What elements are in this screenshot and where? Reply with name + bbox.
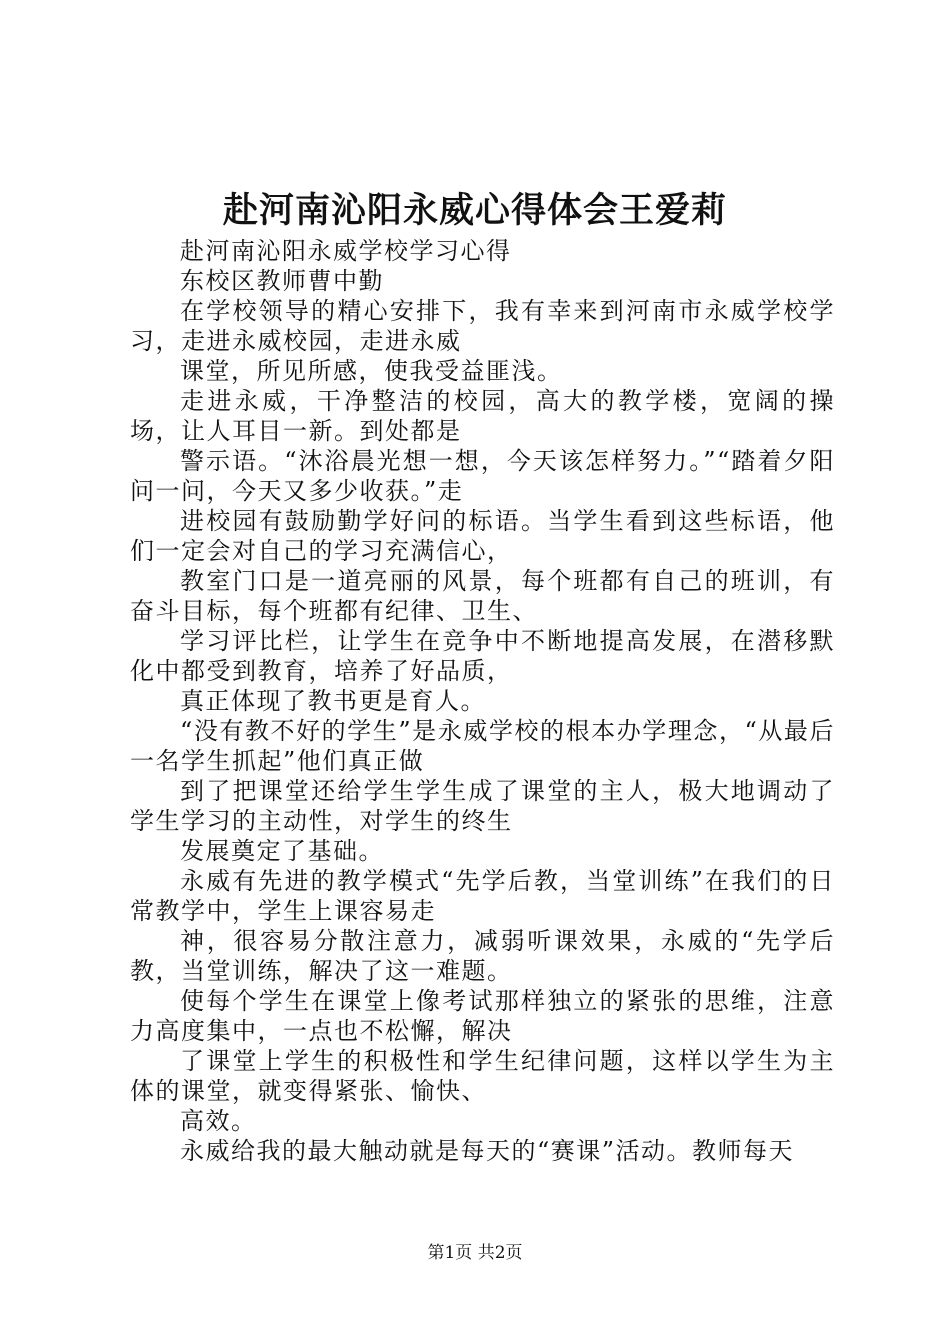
- paragraph: 神，很容易分散注意力，减弱听课效果，永威的“先学后教，当堂训练，解决了这一难题。: [130, 927, 835, 985]
- paragraph: 永威给我的最大触动就是每天的“赛课”活动。教师每天: [180, 1137, 795, 1165]
- paragraph: 发展奠定了基础。: [180, 837, 384, 865]
- paragraph: 使每个学生在课堂上像考试那样独立的紧张的思维，注意力高度集中，一点也不松懈，解决: [130, 987, 835, 1045]
- paragraph: 进校园有鼓励勤学好问的标语。当学生看到这些标语，他们一定会对自己的学习充满信心，: [130, 507, 835, 565]
- paragraph: 东校区教师曹中勤: [180, 267, 384, 295]
- paragraph: 课堂，所见所感，使我受益匪浅。: [180, 357, 563, 385]
- paragraph: 高效。: [180, 1107, 257, 1135]
- paragraph: 警示语。“沐浴晨光想一想，今天该怎样努力。”“踏着夕阳问一问，今天又多少收获。”走: [130, 447, 835, 505]
- paragraph: 在学校领导的精心安排下，我有幸来到河南市永威学校学习，走进永威校园，走进永威: [130, 297, 835, 355]
- paragraph: 赴河南沁阳永威学校学习心得: [180, 237, 512, 265]
- paragraph: 学习评比栏，让学生在竞争中不断地提高发展，在潜移默化中都受到教育，培养了好品质，: [130, 627, 835, 685]
- paragraph: 走进永威，干净整洁的校园，高大的教学楼，宽阔的操场，让人耳目一新。到处都是: [130, 387, 835, 445]
- document-title: 赴河南沁阳永威心得体会王爱莉: [222, 190, 727, 231]
- paragraph: 永威有先进的教学模式“先学后教，当堂训练”在我们的日常教学中，学生上课容易走: [130, 867, 835, 925]
- paragraph: “没有教不好的学生”是永威学校的根本办学理念，“从最后一名学生抓起”他们真正做: [130, 717, 835, 775]
- paragraph: 了课堂上学生的积极性和学生纪律问题，这样以学生为主体的课堂，就变得紧张、愉快、: [130, 1047, 835, 1105]
- paragraph: 教室门口是一道亮丽的风景，每个班都有自己的班训，有奋斗目标，每个班都有纪律、卫生、: [130, 567, 835, 625]
- paragraph: 到了把课堂还给学生学生成了课堂的主人，极大地调动了学生学习的主动性，对学生的终生: [130, 777, 835, 835]
- paragraph: 真正体现了教书更是育人。: [180, 687, 486, 715]
- page-number-footer: 第1页 共2页: [427, 1243, 523, 1263]
- document-body: [130, 236, 835, 1166]
